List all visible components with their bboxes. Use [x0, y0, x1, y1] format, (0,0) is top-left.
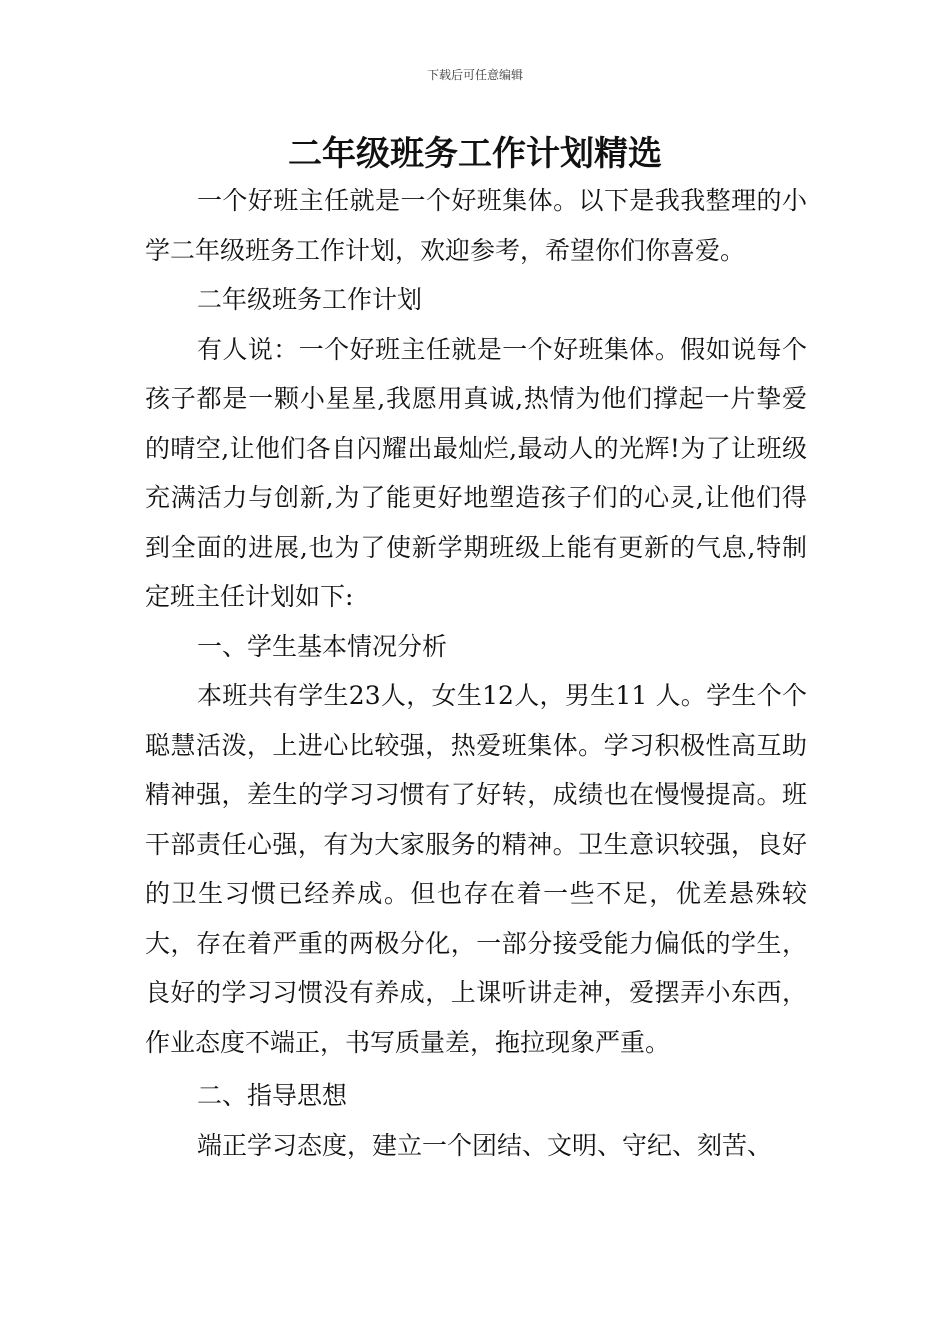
section-heading-student-analysis: 一、学生基本情况分析 — [197, 631, 448, 661]
page-title: 二年级班务工作计划精选 — [288, 134, 662, 174]
intro-paragraph: 一个好班主任就是一个好班集体。以下是我我整理的小学二年级班务工作计划，欢迎参考，希望你们你喜爱。 — [145, 186, 807, 265]
section-heading-guiding-thought: 二、指导思想 — [197, 1081, 348, 1110]
preface-paragraph: 有人说：一个好班主任就是一个好班集体。假如说每个孩子都是一颗小星星,我愿用真诚,热情为他们撑起一片挚爱的晴空,让他们各自闪耀出最灿烂,最动人的光辉!为了让班级充满活力与创新,为了能更好地塑造孩子们的心灵,让他们得到全面的进展,也为了使新学期班级上能有更新的气息,特制定班主任计划如下: — [145, 334, 807, 611]
student-analysis-paragraph: 本班共有学生23人，女生12人，男生11 人。学生个个聪慧活泼，上进心比较强，热爱班集体。学习积极性高互助精神强，差生的学习习惯有了好转，成绩也在慢慢提高。班干部责任心强，有为大家服务的精神。卫生意识较强，良好的卫生习惯已经养成。但也存在着一些不足，优差悬殊较大，存在着严重的两极分化，一部分接受能力偏低的学生，良好的学习习惯没有养成，上课听讲走神，爱摆弄小东西，作业态度不端正，书写质量差，拖拉现象严重。 — [145, 681, 807, 1057]
section-heading-plan: 二年级班务工作计划 — [197, 285, 423, 314]
document-body — [145, 176, 807, 1170]
header-note: 下载后可任意编辑 — [426, 68, 523, 82]
guiding-thought-paragraph: 端正学习态度，建立一个团结、文明、守纪、刻苦、 — [197, 1130, 773, 1160]
